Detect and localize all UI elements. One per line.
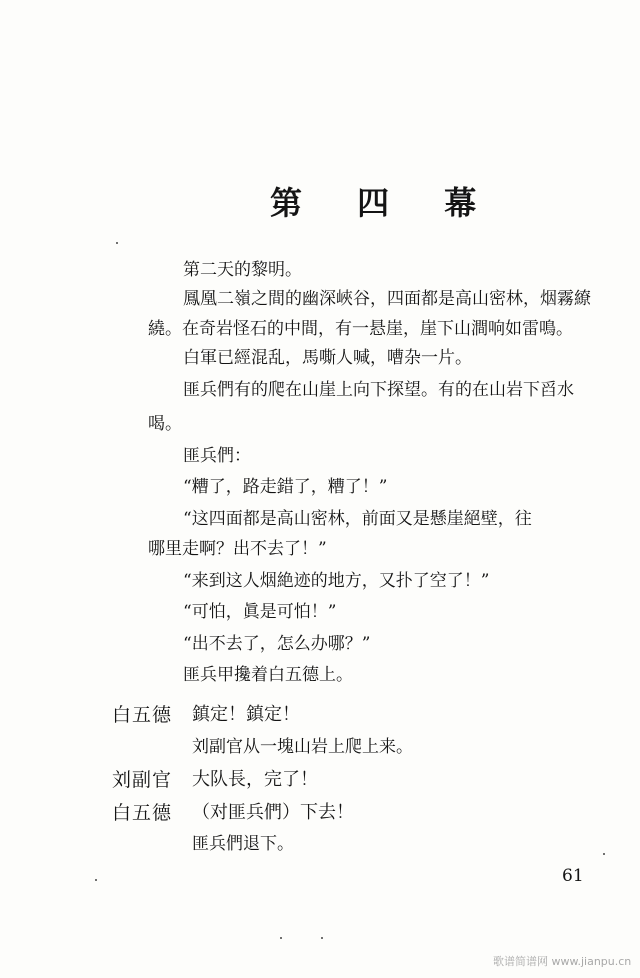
- speaker-name: 白五德: [112, 704, 173, 726]
- stage-direction-line: 匪兵甲攙着白五德上。: [183, 665, 353, 685]
- stage-direction-line: 白軍已經混乱，馬嘶人喊，嘈杂一片。: [183, 348, 472, 368]
- act-title: 第 四 幕: [270, 184, 499, 222]
- speck: [603, 853, 605, 855]
- speck: [116, 242, 118, 244]
- dialogue-line: “来到这人烟絶迹的地方，又扑了空了！”: [183, 571, 490, 591]
- stage-direction-line: 匪兵們：: [183, 446, 251, 466]
- dialogue-line: 哪里走啊？出不去了！”: [148, 539, 327, 559]
- speaker-name: 刘副官: [112, 769, 173, 791]
- stage-direction-line: 匪兵們有的爬在山崖上向下探望。有的在山岩下舀水: [183, 380, 574, 400]
- stage-direction-line: 繞。在奇岩怪石的中間，有一悬崖，崖下山澗响如雷鳴。: [148, 319, 573, 339]
- speck: [280, 937, 282, 939]
- speck: [321, 937, 323, 939]
- dialogue-line: “出不去了，怎么办哪？”: [183, 634, 371, 654]
- speech-text: 大队長，完了！: [192, 769, 318, 790]
- speech-text: （对匪兵們）下去！: [192, 802, 354, 823]
- page-number: 61: [562, 866, 584, 886]
- stage-direction-line: 鳳凰二嶺之間的幽深峽谷，四面都是高山密林，烟霧繚: [183, 289, 591, 309]
- stage-direction-line: 喝。: [148, 414, 182, 434]
- watermark: 歌谱简谱网 www.jianpu.cn: [493, 955, 632, 968]
- speaker-name: 白五德: [112, 802, 173, 824]
- speck: [95, 879, 97, 881]
- stage-direction-line: 匪兵們退下。: [192, 834, 294, 854]
- dialogue-line: “可怕，眞是可怕！”: [183, 602, 337, 622]
- stage-direction-line: 第二天的黎明。: [183, 260, 302, 280]
- speech-text: 鎮定！鎮定！: [192, 704, 300, 725]
- dialogue-line: “糟了，路走錯了，糟了！”: [183, 477, 388, 497]
- dialogue-line: “这四面都是高山密林，前面又是懸崖絕壁，往: [183, 509, 532, 529]
- stage-direction-line: 刘副官从一塊山岩上爬上来。: [192, 737, 413, 757]
